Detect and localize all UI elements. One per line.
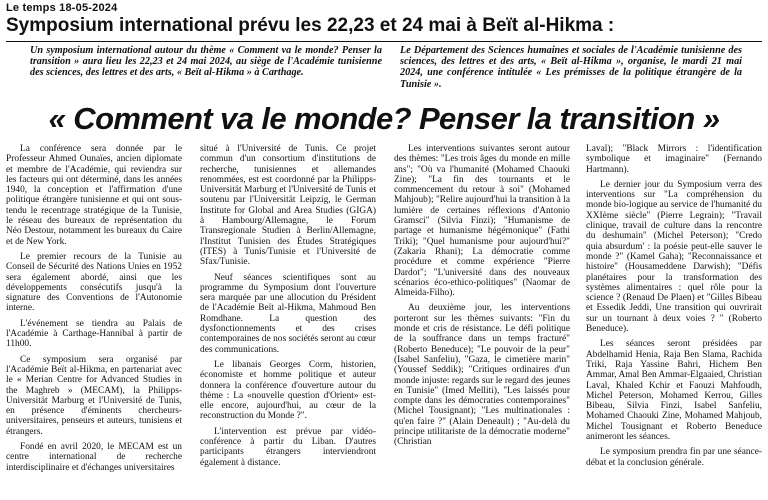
- paragraph: Fondé en avril 2020, le MECAM est un centre international de recherche interdisciplinaire et d'échanges universitaires: [6, 442, 182, 473]
- headline: Symposium international prévu les 22,23 et 24 mai à Beït al-Hikma :: [6, 15, 615, 36]
- paragraph: L'événement se tiendra au Palais de l'Académie à Carthage-Hannibal à partir de 11h00.: [6, 318, 182, 350]
- paragraph: Les interventions suivantes seront autour des thèmes: "Les trois âges du monde en mille ans"; "Où va l'humanité (Mohamed Chaouki Zine); "La fin des tournants et le commencement du retour à soi" (Mohamed Mahjoub); "Relire aujourd'hui la transition à la lumière de certaines réflexions d'Antonio Gramsci" (Silvia Finzi); "Humanisme de partage et humanisme hégémonique" (Fathi Triki); "Quel humanisme pour aujourd'hui?" (Zakaria Rhani); La démocratie comme procédure et comme expérience "Pierre Dardot"; "L'université dans des nouveaux scénarios éco-ethico-politiques" (Naomar de Almeida-Filho).: [394, 144, 570, 299]
- intro-right: Le Département des Sciences humaines et sociales de l'Académie tunisienne des sciences, des lettres et des arts, « Beït al-Hikma », organise, le mardi 21 mai 2024, une conférence intitulée « Les prémisses de la politique étrangère de la Tunisie ».: [400, 45, 742, 90]
- column-2: [200, 144, 376, 500]
- paragraph: Le symposium prendra fin par une séance-débat et la conclusion générale.: [586, 447, 762, 468]
- paragraph: Le premier recours de la Tunisie au Conseil de Sécurité des Nations Unies en 1952 sera également abordé, ainsi que les développements consécutifs jusqu'à la signature des Conventions de l'Autonomie interne.: [6, 251, 182, 314]
- paragraph: Les séances seront présidées par Abdelhamid Henia, Raja Ben Slama, Rachida Triki, Raja Yassine Bahri, Hichem Ben Ammar, Amal Ben Ammar-Elgaaied, Christian Laval, Khaled Kchir et Faouzi Mahfoudh, Michel Peterson, Mohamed Kerrou, Gilles Bibeau, Silvia Finzi, Isabel Sanfeliu, Mohamed Chaouki Zine, Mohamed Mahjoub, Michel Tousignant et Roberto Beneduce animeront les séances.: [586, 339, 762, 443]
- header-rule: [6, 41, 762, 42]
- paragraph: Au deuxième jour, les interventions porteront sur les thèmes suivants: "Fin du monde et cris de résistance. Le défi politique de la souffrance dans un temps fracturé" (Roberto Beneduce); "Le pouvoir de la peur" (Isabel Sanfeliu), "Gaza, le cimetière marin" (Youssef Seddik); "Critiques ordinaires d'un monde injuste: regards sur le regard des jeunes en Tunisie" (Imed Melliti), "Les laissés pour compte dans les démocraties contemporaines" (Michel Tousignant); "Les multinationales : qu'en faire ?" (Alain Deneault) ; "Au-delà du principe utilitariste de la démocratie moderne" (Christian: [394, 303, 570, 448]
- paragraph: situé à l'Université de Tunis. Ce projet commun d'un consortium d'institutions de recherche, tunisiennes et allemandes renommées, est est coordonné par la Philipps-Universität Marburg et l'Université de Tunis et soutenu par l'Universität Leipzig, le German Institute for Global and Area Studies (GIGA) à Hambourg/Allemagne, le Forum Transregionale Studien à Berlin/Allemagne, l'Institut Tunisien des Études Stratégiques (ITES) à Tunis/Tunisie et l'Université de Sfax/Tunisie.: [200, 144, 376, 268]
- column-3: [394, 144, 570, 500]
- paragraph: L'intervention est prévue par vidéo-conférence à partir du Liban. D'autres participants étrangers interviendront également à distance.: [200, 426, 376, 468]
- intro-block: [30, 45, 742, 101]
- article-body: [6, 144, 762, 500]
- column-4: [586, 144, 762, 500]
- paragraph: Le dernier jour du Symposium verra des interventions sur "La compréhension du monde bio-logique au service de l'humanité du XXIème siècle" (Pierre Legrain); "Travail clinique, travail de culture dans la rencontre du deshumain" (Michel Peterson); "Credo quia absurdum' : la poésie peut-elle sauver le monde ?" (Kamel Gaha); "Reconnaissance et histoire" (Housameddene Darwish); "Défis planétaires pour la transformation des systèmes alimentaires : quel rôle pour la science ? (Renaud De Plaen) et "Gilles Bibeau et Essedik Jeddi, Une transition qui ouvrirait sur un tournant à deux voies ? " (Roberto Beneduce).: [586, 179, 762, 335]
- intro-left: Un symposium international autour du thème « Comment va le monde? Penser la transition » aura lieu les 22,23 et 24 mai 2024, au siège de l'Académie tunisienne des sciences, des lettres et des arts, « Beït al-Hikma » à Carthage.: [30, 45, 382, 79]
- article-header: [6, 2, 762, 36]
- article-title: « Comment va le monde? Penser la transition »: [48, 101, 720, 136]
- paragraph: Neuf séances scientifiques sont au programme du Symposium dont l'ouverture sera marquée par une allocution du Président de l'Académie Beït al-Hikma, Mahmoud Ben Romdhane. La question des dysfonctionnements et des crises contemporaines de nos sociétés seront au cœur des communications.: [200, 272, 376, 355]
- publication-date: Le temps 18-05-2024: [6, 2, 118, 14]
- column-1: [6, 144, 182, 500]
- paragraph: Le libanais Georges Corm, historien, économiste et homme politique et auteur donnera la conférence d'ouverture autour du thème : La «nouvelle question d'Orient» est-elle encore, aujourd'hui, au cœur de la reconstruction du Monde ?".: [200, 359, 376, 422]
- paragraph: Laval); "Black Mirrors : l'identification symbolique et imaginaire" (Fernando Hartmann).: [586, 144, 762, 175]
- paragraph: La conférence sera donnée par le Professeur Ahmed Ounaïes, ancien diplomate et membre de l'Académie, qui reviendra sur les facteurs qui ont déterminé, dans les années 1940, la conception et l'affirmation d'une politique étrangère tunisienne et qui ont sous-tendu le recentrage stratégique de la Tunisie, le réseau des bureaux de représentation du Néo Destour, notamment les bureaux du Caire et de New York.: [6, 144, 182, 247]
- paragraph: Ce symposium sera organisé par l'Académie Beït al-Hikma, en partenariat avec le « Merian Centre for Advanced Studies in the Maghreb » (MECAM), la Philipps-Universität Marburg et l'Université de Tunis, en présence d'éminents chercheurs-universitaires, penseurs et auteurs, tunisiens et étrangers.: [6, 354, 182, 437]
